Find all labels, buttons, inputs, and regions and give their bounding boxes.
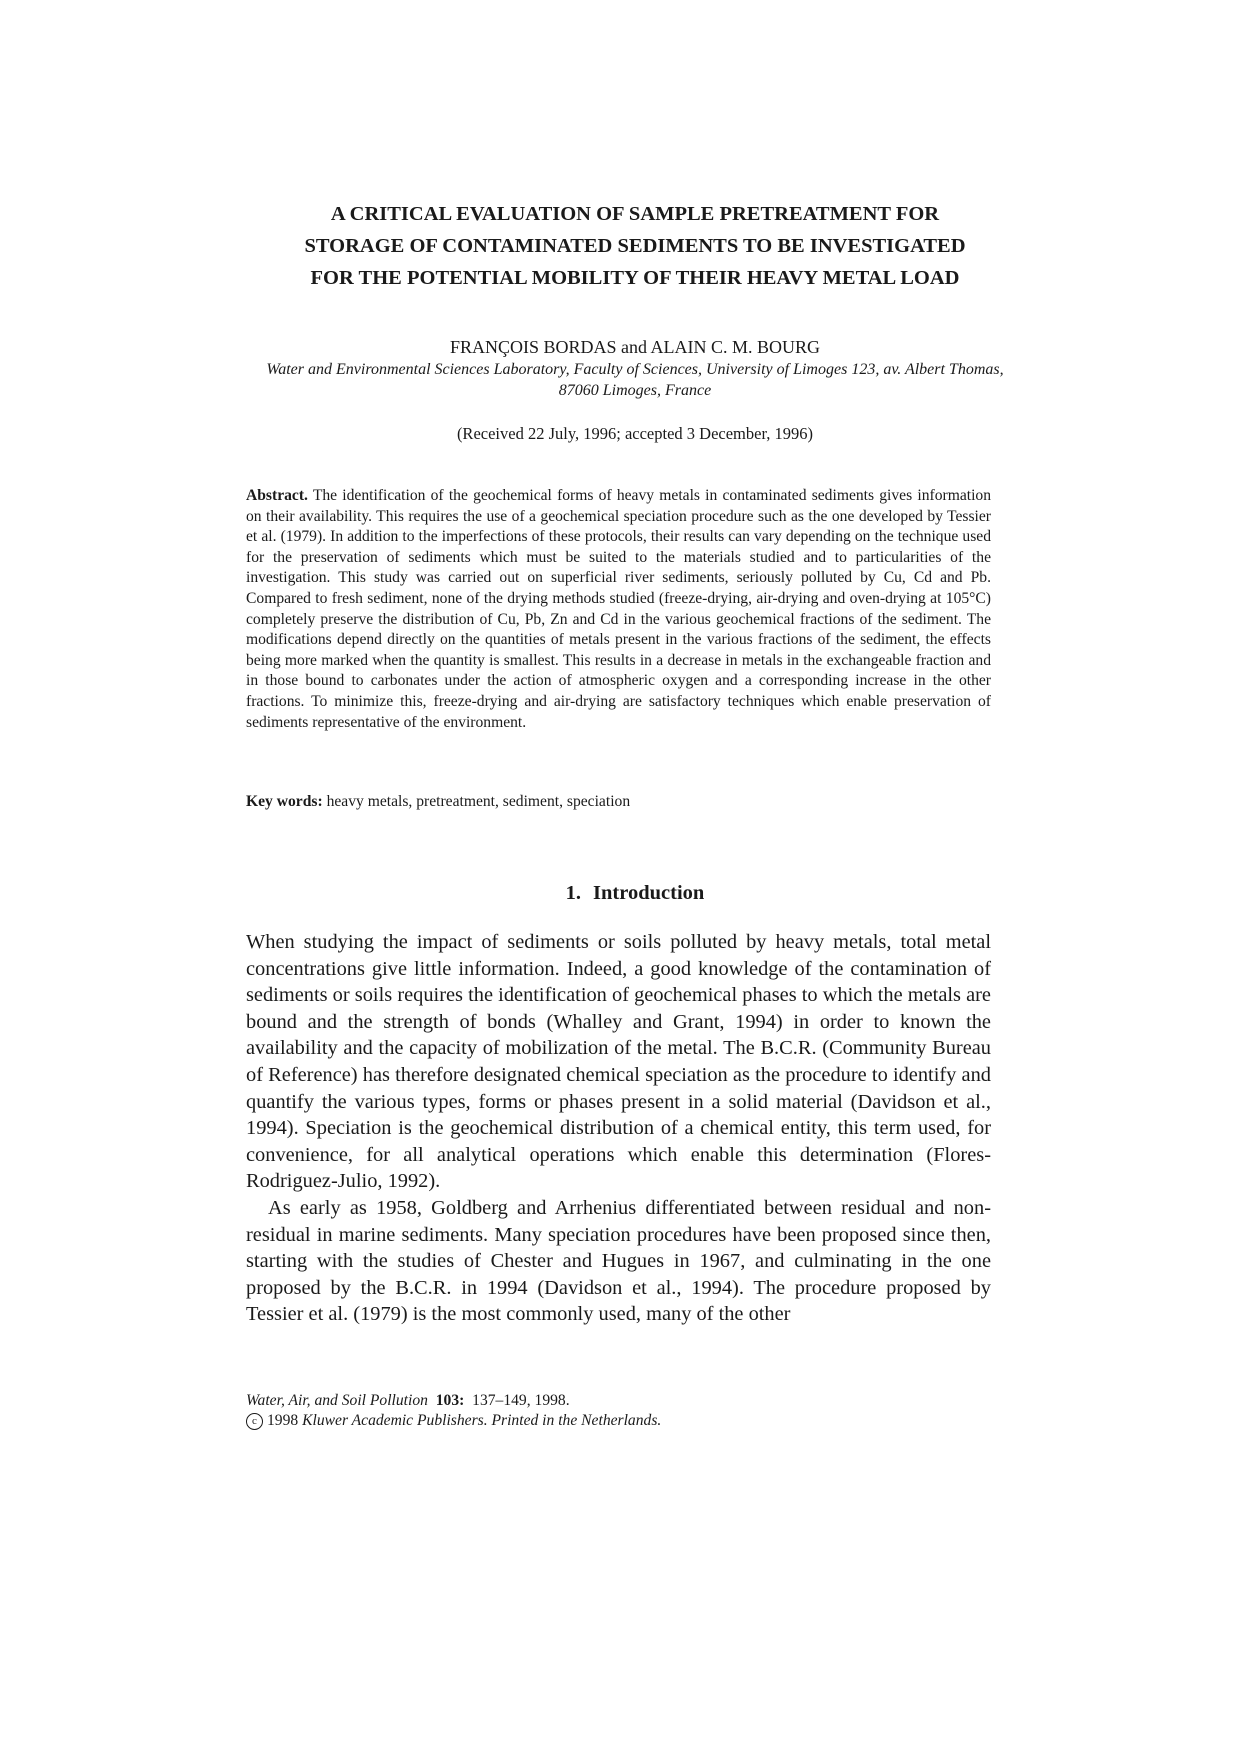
copyright-line (246, 1411, 991, 1431)
publisher: Kluwer Academic Publishers. Printed in the Netherlands. (302, 1412, 662, 1429)
journal-volume: 103: (435, 1392, 465, 1409)
author-list: FRANÇOIS BORDAS and ALAIN C. M. BOURG (449, 337, 821, 357)
abstract-label: Abstract. (246, 487, 308, 504)
article-title (200, 198, 1070, 294)
section-title: Introduction (593, 882, 705, 904)
page-footer (246, 1391, 991, 1431)
journal-name: Water, Air, and Soil Pollution (246, 1392, 428, 1409)
keywords-label: Key words: (246, 793, 323, 810)
citation-line (246, 1391, 991, 1411)
journal-pages: 137–149, 1998. (472, 1392, 570, 1409)
title-line-2: STORAGE OF CONTAMINATED SEDIMENTS TO BE INVESTIGATED (304, 235, 966, 257)
received-date: (Received 22 July, 1996; accepted 3 December, 1996) (456, 424, 814, 443)
keywords-text: heavy metals, pretreatment, sediment, speciation (326, 793, 631, 810)
section-heading (200, 880, 1070, 906)
abstract (246, 486, 991, 733)
title-line-1: A CRITICAL EVALUATION OF SAMPLE PRETREATMENT FOR (330, 203, 940, 225)
paragraph: As early as 1958, Goldberg and Arrhenius differentiated between residual and non-residual in marine sediments. Many speciation procedures have been proposed since then, starting with the studies of Chester and Hugues in 1967, and culminating in the one proposed by the B.C.R. in 1994 (Davidson et al., 1994). The procedure proposed by Tessier et al. (1979) is the most commonly used, many of the other (246, 1196, 991, 1326)
section-number: 1. (565, 882, 582, 904)
title-line-3: FOR THE POTENTIAL MOBILITY OF THEIR HEAVY METAL LOAD (310, 267, 960, 289)
copyright-year: 1998 (267, 1412, 299, 1429)
keywords (246, 792, 991, 812)
paragraph: When studying the impact of sediments or soils polluted by heavy metals, total metal concentrations give little information. Indeed, a good knowledge of the contamination of sediments or soils requires the identification of geochemical phases to which the metals are bound and the strength of bonds (Whalley and Grant, 1994) in order to known the availability and the capacity of mobilization of the metal. The B.C.R. (Community Bureau of Reference) has therefore designated chemical speciation as the procedure to identify and quantify the various types, forms or phases present in a solid material (Davidson et al., 1994). Speciation is the geochemical distribution of a chemical entity, this term used, for convenience, for all analytical operations which enable this determination (Flores-Rodriguez-Julio, 1992). (246, 931, 991, 1193)
body-text (246, 929, 991, 1328)
copyright-icon: c (246, 1413, 263, 1430)
author-affiliation: Water and Environmental Sciences Laboratory, Faculty of Sciences, University of Limoges 123, av. Albert Thomas, 87060 Limoges, France (266, 361, 1004, 399)
abstract-text: The identification of the geochemical forms of heavy metals in contaminated sediments gives information on their availability. This requires the use of a geochemical speciation procedure such as the one developed by Tessier et al. (1979). In addition to the imperfections of these protocols, their results can vary depending on the technique used for the preservation of sediments which must be suited to the materials studied and to particularities of the investigation. This study was carried out on superficial river sediments, seriously polluted by Cu, Cd and Pb. Compared to fresh sediment, none of the drying methods studied (freeze-drying, air-drying and oven-drying at 105°C) completely preserve the distribution of Cu, Pb, Zn and Cd in the various geochemical fractions of the sediment. The modifications depend directly on the quantities of metals present in the various fractions of the sediment, the effects being more marked when the quantity is smallest. This results in a decrease in metals in the exchangeable fraction and in those bound to carbonates under the action of atmospheric oxygen and a corresponding increase in the other fractions. To minimize this, freeze-drying and air-drying are satisfactory techniques which enable preservation of sediments representative of the environment. (246, 487, 991, 731)
